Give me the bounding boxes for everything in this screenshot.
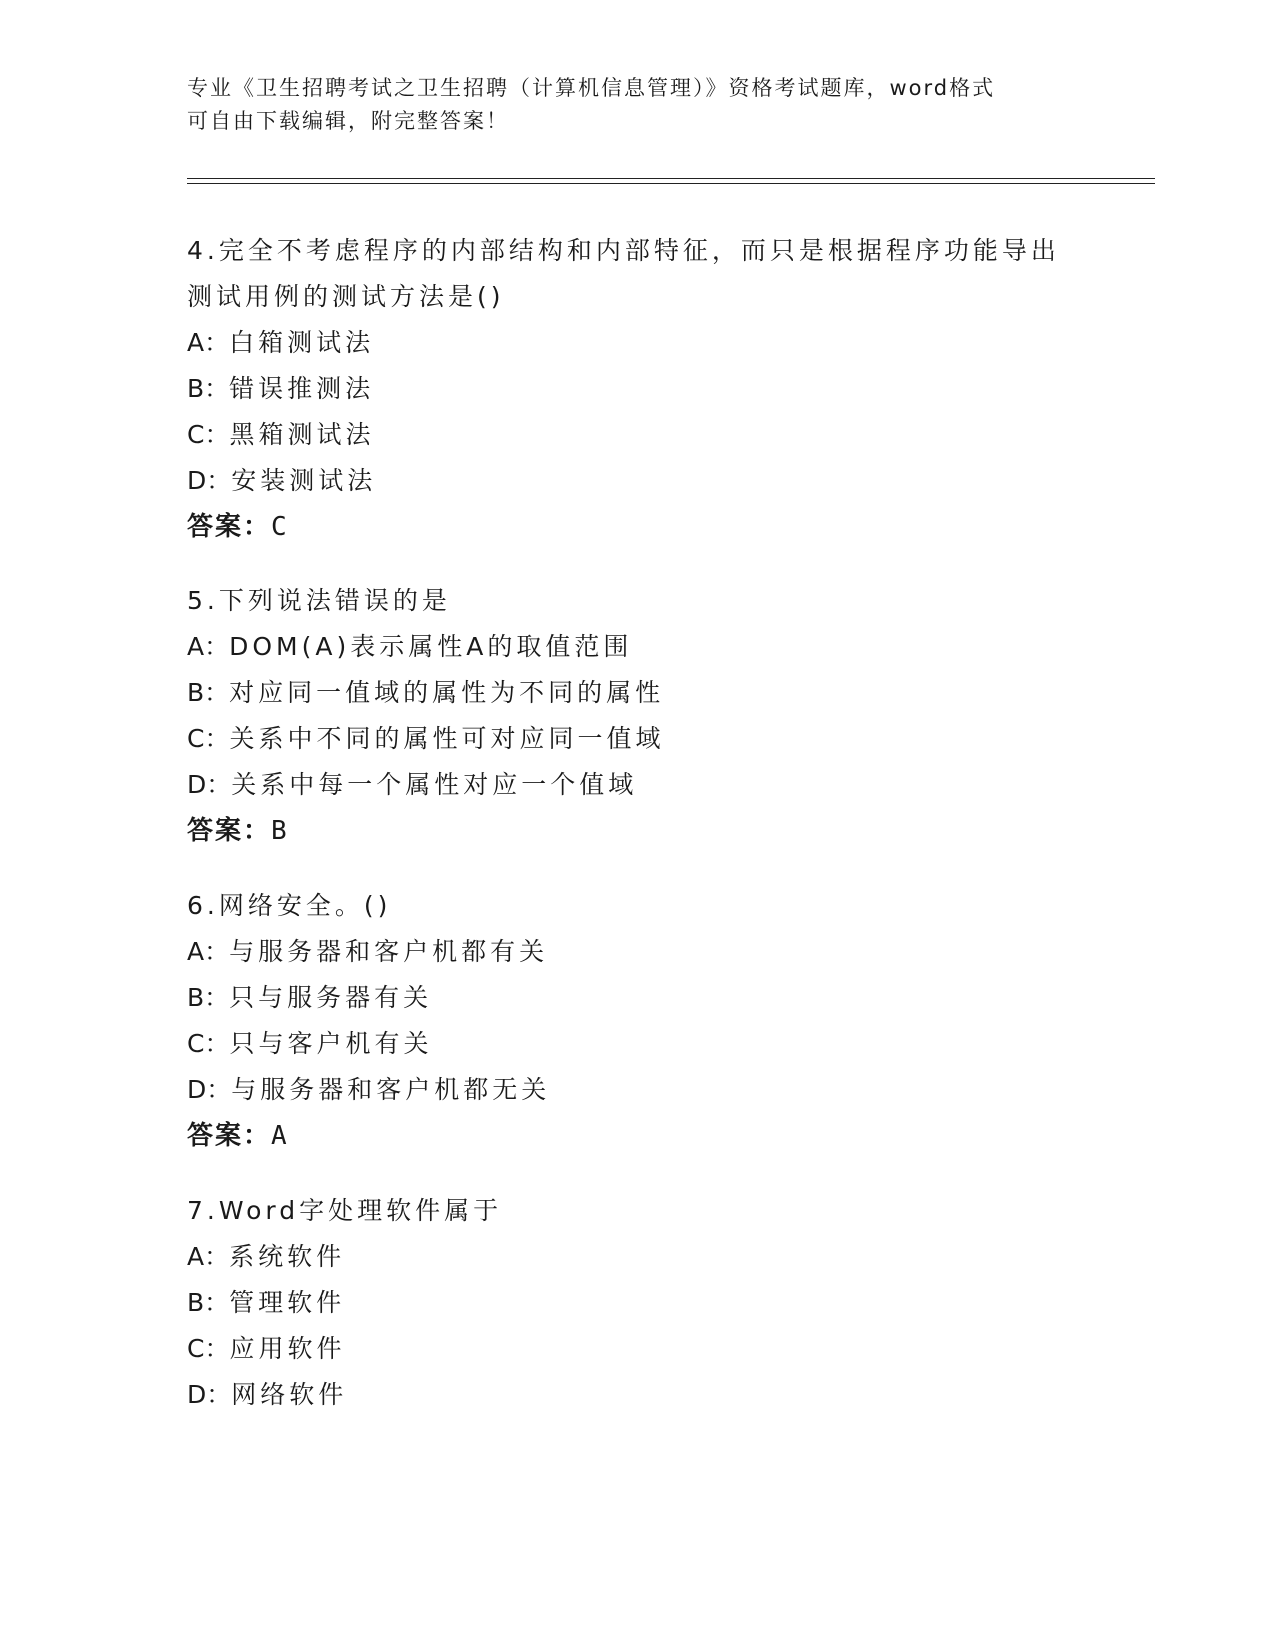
option-letter: B： xyxy=(187,678,230,707)
option-c xyxy=(187,1021,1087,1067)
option-text: 安装测试法 xyxy=(231,466,377,495)
option-text: 白箱测试法 xyxy=(229,328,375,357)
header-divider-top xyxy=(187,178,1155,179)
option-a xyxy=(187,320,1087,366)
answer-line xyxy=(187,1113,1087,1159)
option-letter: C： xyxy=(187,724,230,753)
option-text: 与服务器和客户机都有关 xyxy=(229,937,549,966)
option-text: 黑箱测试法 xyxy=(229,420,375,449)
header-divider-bottom xyxy=(187,183,1155,184)
option-b xyxy=(187,366,1087,412)
option-text: 只与服务器有关 xyxy=(229,983,433,1012)
option-letter: A： xyxy=(187,328,230,357)
option-c xyxy=(187,412,1087,458)
option-b xyxy=(187,670,1087,716)
question-stem: 5.下列说法错误的是 xyxy=(187,586,451,615)
option-letter: D： xyxy=(187,770,232,799)
option-letter: A： xyxy=(187,937,230,966)
option-d xyxy=(187,1067,1087,1113)
answer-line xyxy=(187,504,1087,550)
answer-label: 答案： xyxy=(187,816,272,846)
option-letter: D： xyxy=(187,466,232,495)
question-4 xyxy=(187,228,1087,550)
answer-label: 答案： xyxy=(187,512,272,542)
option-text: 错误推测法 xyxy=(229,374,375,403)
option-text: 只与客户机有关 xyxy=(229,1029,433,1058)
option-a xyxy=(187,624,1087,670)
option-a xyxy=(187,929,1087,975)
option-letter: B： xyxy=(187,374,230,403)
answer-value: C xyxy=(271,512,287,542)
answer-value: A xyxy=(271,1121,287,1151)
answer-value: B xyxy=(271,816,287,846)
option-letter: C： xyxy=(187,420,230,449)
option-c xyxy=(187,1326,1087,1372)
question-stem-continued: 测试用例的测试方法是() xyxy=(187,282,505,311)
option-letter: C： xyxy=(187,1334,230,1363)
option-text: 关系中每一个属性对应一个值域 xyxy=(231,770,638,799)
option-text: 与服务器和客户机都无关 xyxy=(231,1075,551,1104)
question-5 xyxy=(187,578,1087,854)
option-b xyxy=(187,975,1087,1021)
option-b xyxy=(187,1280,1087,1326)
option-text: 关系中不同的属性可对应同一值域 xyxy=(229,724,665,753)
option-d xyxy=(187,458,1087,504)
header-line-1: 专业《卫生招聘考试之卫生招聘（计算机信息管理）》资格考试题库，word格式 xyxy=(187,76,996,100)
option-letter: A： xyxy=(187,1242,230,1271)
option-letter: D： xyxy=(187,1075,232,1104)
option-text: 应用软件 xyxy=(229,1334,346,1363)
question-stem: 7.Word字处理软件属于 xyxy=(187,1196,503,1225)
option-text: 系统软件 xyxy=(229,1242,346,1271)
option-text: DOM(A)表示属性A的取值范围 xyxy=(229,632,633,661)
header-line-2: 可自由下载编辑，附完整答案！ xyxy=(187,109,509,133)
option-text: 管理软件 xyxy=(229,1288,346,1317)
question-stem: 4.完全不考虑程序的内部结构和内部特征，而只是根据程序功能导出 xyxy=(187,236,1060,265)
option-d xyxy=(187,762,1087,808)
option-letter: B： xyxy=(187,1288,230,1317)
answer-line xyxy=(187,808,1087,854)
option-letter: C： xyxy=(187,1029,230,1058)
option-letter: B： xyxy=(187,983,230,1012)
option-text: 网络软件 xyxy=(231,1380,348,1409)
option-a xyxy=(187,1234,1087,1280)
document-header xyxy=(187,72,1087,138)
option-letter: D： xyxy=(187,1380,232,1409)
question-6 xyxy=(187,883,1087,1159)
option-text: 对应同一值域的属性为不同的属性 xyxy=(229,678,665,707)
question-stem: 6.网络安全。() xyxy=(187,891,392,920)
option-letter: A： xyxy=(187,632,230,661)
answer-label: 答案： xyxy=(187,1121,272,1151)
option-d xyxy=(187,1372,1087,1418)
question-7 xyxy=(187,1188,1087,1418)
option-c xyxy=(187,716,1087,762)
